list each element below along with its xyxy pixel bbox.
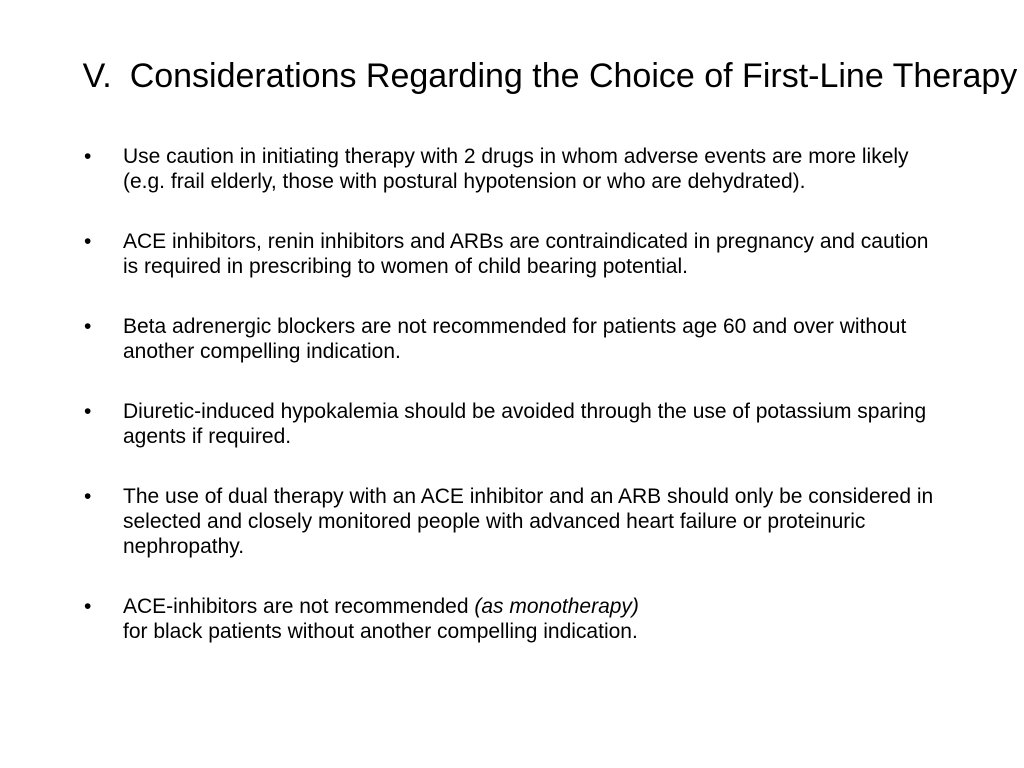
bullet-dot: • [84,230,92,253]
bullet-text: The use of dual therapy with an ACE inhibitor and an ARB should only be considered in selected and closely monitored people with advanced heart failure or proteinuric nephropathy. [123,485,934,558]
title-number: V. [82,57,112,95]
bullet-dot: • [84,400,92,423]
bullet-item [84,594,944,644]
bullet-list [84,144,944,679]
bullet-dot: • [84,595,92,618]
bullet-text: Beta adrenergic blockers are not recommended for patients age 60 and over without another compelling indication. [123,315,907,363]
bullet-text: Diuretic-induced hypokalemia should be avoided through the use of potassium sparing agents if required. [123,400,927,448]
bullet-item [84,144,944,194]
bullet-text-italic: (as monotherapy) [474,595,639,618]
bullet-text [123,594,944,644]
title-text: Considerations Regarding the Choice of First-Line Therapy [129,57,1018,95]
bullet-text: Use caution in initiating therapy with 2 drugs in whom adverse events are more likely (e.g. frail elderly, those with postural hypotension or who are dehydrated). [123,145,909,193]
bullet-text: ACE inhibitors, renin inhibitors and ARBs are contraindicated in pregnancy and caution is required in prescribing to women of child bearing potential. [123,230,929,278]
bullet-dot: • [84,485,92,508]
bullet-dot: • [84,315,92,338]
bullet-dot: • [84,145,92,168]
bullet-text-part: ACE-inhibitors are not recommended [123,595,475,618]
bullet-item [84,399,944,449]
bullet-text-part: for black patients without another compelling indication. [123,620,638,643]
bullet-item [84,229,944,279]
bullet-item [84,314,944,364]
bullet-item [84,484,944,559]
slide-title [80,50,1020,102]
